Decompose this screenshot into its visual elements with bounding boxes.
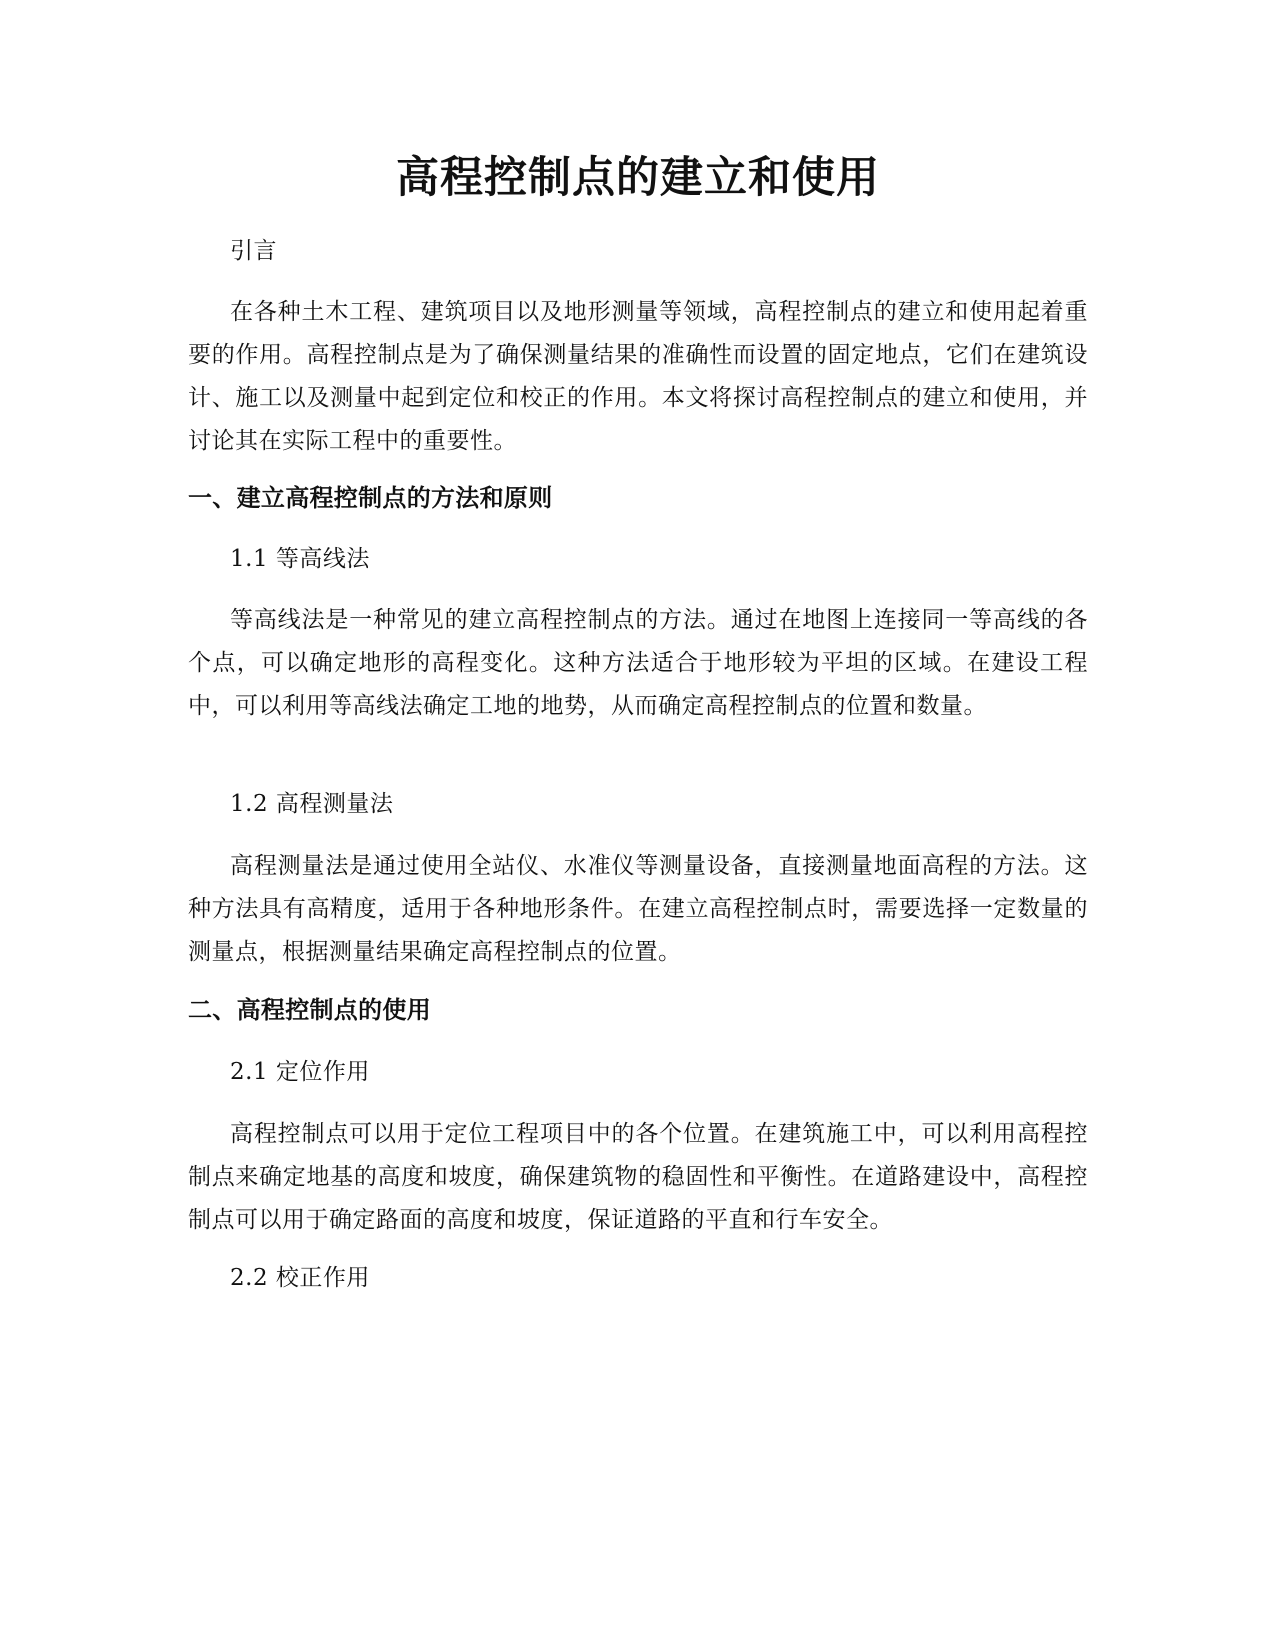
document-title: 高程控制点的建立和使用: [396, 153, 880, 203]
subsection-paragraph: 等高线法是一种常见的建立高程控制点的方法。通过在地图上连接同一等高线的各个点，可以确定地形的高程变化。这种方法适合于地形较为平坦的区域。在建设工程中，可以利用等高线法确定工地的地势，从而确定高程控制点的位置和数量。: [188, 607, 1088, 719]
subsection-label: 1.1 等高线法: [230, 546, 370, 572]
subsection-label: 2.1 定位作用: [230, 1059, 370, 1085]
intro-label: 引言: [230, 238, 277, 264]
subsection-paragraph: 高程测量法是通过使用全站仪、水准仪等测量设备，直接测量地面高程的方法。这种方法具有高精度，适用于各种地形条件。在建立高程控制点时，需要选择一定数量的测量点，根据测量结果确定高程控制点的位置。: [188, 853, 1088, 965]
subsection-label: 2.2 校正作用: [230, 1265, 370, 1291]
subsection-label: 1.2 高程测量法: [230, 791, 394, 817]
subsection-paragraph: 高程控制点可以用于定位工程项目中的各个位置。在建筑施工中，可以利用高程控制点来确定地基的高度和坡度，确保建筑物的稳固性和平衡性。在道路建设中，高程控制点可以用于确定路面的高度和坡度，保证道路的平直和行车安全。: [188, 1121, 1088, 1233]
intro-paragraph: 在各种土木工程、建筑项目以及地形测量等领域，高程控制点的建立和使用起着重要的作用。高程控制点是为了确保测量结果的准确性而设置的固定地点，它们在建筑设计、施工以及测量中起到定位和校正的作用。本文将探讨高程控制点的建立和使用，并讨论其在实际工程中的重要性。: [188, 299, 1088, 454]
section-heading: 一、建立高程控制点的方法和原则: [188, 484, 553, 512]
section-heading: 二、高程控制点的使用: [188, 996, 431, 1024]
